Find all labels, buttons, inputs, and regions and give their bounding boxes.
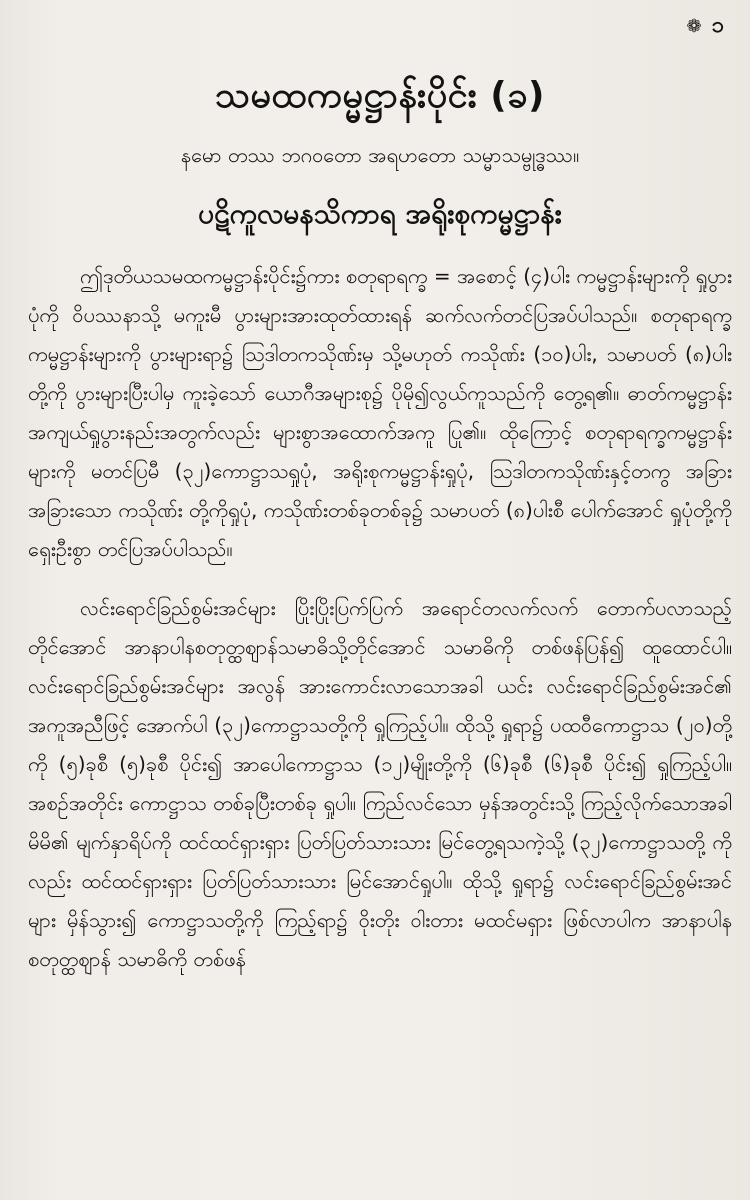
page-number: ၁ (711, 13, 724, 38)
invocation-line: နမော တဿ ဘဂဝတော အရဟတော သမ္မာသမ္ဗုဒ္ဓဿ။ (180, 143, 580, 167)
body-paragraph: လင်းရောင်ခြည်စွမ်းအင်များ ပြိုးပြိုးပြက်ပြက် အရောင်တလက်လက် တောက်ပလာသည့်တိုင်အောင် အာနာပါနစတုတ္ထဈာန်သမာဓိသို့တိုင်အောင် သမာဓိကို တစ်ဖန်ပြန်၍ ထူထောင်ပါ။ လင်းရောင်ခြည်စွမ်းအင်များ အလွန် အားကောင်းလာသောအခါ ယင်း လင်းရောင်ခြည်စွမ်းအင်၏ အကူအညီဖြင့် အောက်ပါ (၃၂)ကောဋ္ဌာသတို့ကို ရှုကြည့်ပါ။ ထိုသို့ ရှုရာ၌ ပထဝီကောဋ္ဌာသ (၂၀)တို့ကို (၅)ခုစီ (၅)ခုစီ ပိုင်း၍ အာပေါကောဋ္ဌာသ (၁၂)မျိုးတို့ကို (၆)ခုစီ (၆)ခုစီ ပိုင်း၍ ရှုကြည့်ပါ။ အစဉ်အတိုင်း ကောဋ္ဌာသ တစ်ခုပြီးတစ်ခု ရှုပါ။ ကြည်လင်သော မှန်အတွင်းသို့ ကြည့်လိုက်သောအခါ မိမိ၏ မျက်နှာရိပ်ကို ထင်ထင်ရှားရှား ပြတ်ပြတ်သားသား မြင်တွေ့ရသကဲ့သို့ (၃၂)ကောဋ္ဌာသတို့ ကိုလည်း ထင်ထင်ရှားရှား ပြတ်ပြတ်သားသား မြင်အောင်ရှုပါ။ ထိုသို့ ရှုရာ၌ လင်းရောင်ခြည်စွမ်းအင်များ မှိန်သွား၍ ကောဋ္ဌာသတို့ကို ကြည့်ရာ၌ ဝိုးတိုး ဝါးတား မထင်မရှား ဖြစ်လာပါက အာနာပါနစတုတ္ထဈာန် သမာဓိကို တစ်ဖန် (28, 596, 732, 972)
page-header (687, 10, 724, 43)
page-content (28, 70, 732, 979)
chapter-title: သမထကမ္မဋ္ဌာန်းပိုင်း (ခ) (215, 75, 545, 116)
section-title: ပဋိကူလမနသိကာရ အရိုးစုကမ္မဋ္ဌာန်း (198, 197, 562, 230)
body-paragraph: ဤဒုတိယသမထကမ္မဋ္ဌာန်းပိုင်း၌ကား စတုရာရက္ခ = အစောင့် (၄)ပါး ကမ္မဋ္ဌာန်းများကို ရှုပွားပုံကို ဝိပဿနာသို့ မကူးမီ ပွားများအားထုတ်ထားရန် ဆက်လက်တင်ပြအပ်ပါသည်။ စတုရာရက္ခကမ္မဋ္ဌာန်းများကို ပွားများရာ၌ ဩဒါတကသိုဏ်းမှ သို့မဟုတ် ကသိုဏ်း (၁၀)ပါး, သမာပတ် (၈)ပါးတို့ကို ပွားများပြီးပါမှ ကူးခဲ့သော် ယောဂီအများစု၌ ပိုမို၍လွယ်ကူသည်ကို တွေ့ရ၏။ ဓာတ်ကမ္မဋ္ဌာန်း အကျယ်ရှုပွားနည်းအတွက်လည်း များစွာအထောက်အကူ ပြု၏။ ထိုကြောင့် စတုရာရက္ခကမ္မဋ္ဌာန်းများကို မတင်ပြမီ (၃၂)ကောဋ္ဌာသရှုပုံ, အရိုးစုကမ္မဋ္ဌာန်းရှုပုံ, ဩဒါတကသိုဏ်းနှင့်တကွ အခြားအခြားသော ကသိုဏ်း တို့ကိုရှုပုံ, ကသိုဏ်းတစ်ခုတစ်ခု၌ သမာပတ် (၈)ပါးစီ ပေါက်အောင် ရှုပုံတို့ကို ရှေးဦးစွာ တင်ပြအပ်ပါသည်။ (28, 264, 732, 562)
flower-ornament-icon: ❁ (686, 16, 702, 37)
